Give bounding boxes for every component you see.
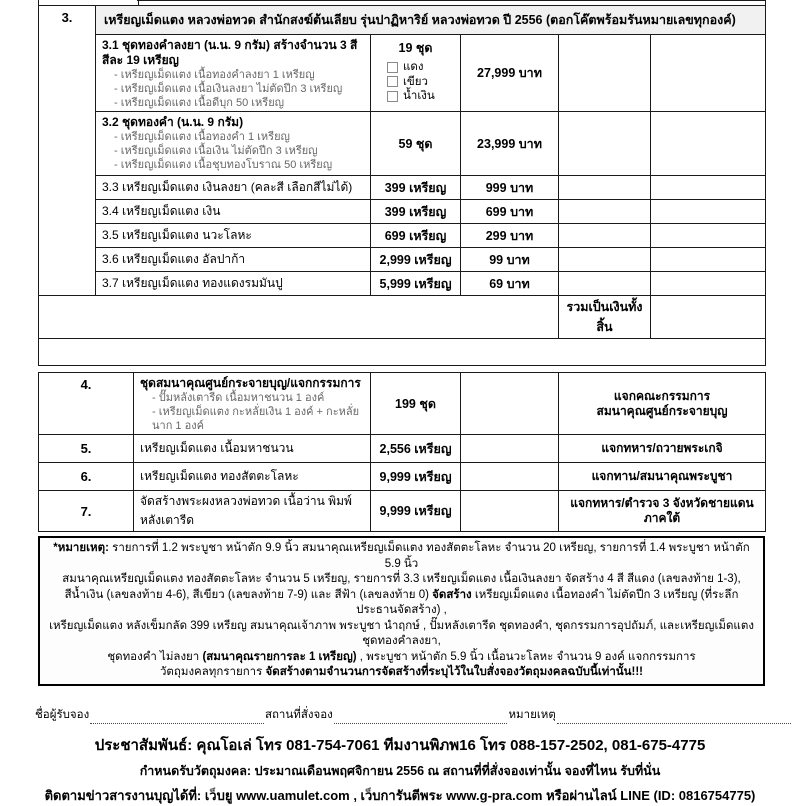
- cutoff-row-stub: [0, 0, 800, 5]
- remark-line6-pre: วัตถุมงคลทุกรายการ: [159, 666, 266, 678]
- remark-line3-pre: สีน้ำเงิน (เลขลงท้าย 4-6), สีเขียว (เลขลงท้าย 7-9) และ สีฟ้า (เลขลงท้าย 0): [64, 588, 433, 601]
- section4-allocation-line1: แจกคณะกรรมการ: [613, 388, 711, 403]
- section5-order-qty-cell[interactable]: [461, 435, 559, 463]
- remark-line3: [48, 588, 755, 619]
- color-option-red[interactable]: [377, 60, 454, 75]
- color-blue-label: น้ำเงิน: [403, 90, 435, 102]
- section4-title: ชุดสมนาคุณศูนย์กระจายบุญ/แจกกรรมการ: [140, 376, 361, 390]
- row-item-5: [39, 435, 766, 463]
- item32-sub2: - เหรียญเม็ดแตง เนื้อเงิน ไม่ตัดปีก 3 เหรียญ: [114, 145, 318, 157]
- color-red-label: แดง: [403, 61, 424, 73]
- item31-price: 27,999 บาท: [461, 35, 559, 112]
- item34-order-amount-cell[interactable]: [651, 200, 766, 224]
- section6-description: เหรียญเม็ดแตง ทองสัตตะโลหะ: [134, 463, 371, 491]
- item34-order-qty-cell[interactable]: [559, 200, 651, 224]
- remark-line3-bold: จัดสร้าง: [432, 588, 472, 601]
- footer-schedule-line: กำหนดรับวัตถุมงคล: ประมาณเดือนพฤศจิกายน 2556 ณ สถานที่ที่สั่งจองเท่านั้น จองที่ไหน รับที่นั่น: [139, 763, 661, 778]
- section6-allocation: แจกทาน/สมนาคุณพระบูชา: [559, 463, 766, 491]
- section7-number: 7.: [39, 491, 134, 532]
- section6-quantity: 9,999 เหรียญ: [371, 463, 461, 491]
- cutoff-border-top: [137, 0, 766, 6]
- checkbox-green-icon[interactable]: [387, 76, 398, 87]
- total-label: รวมเป็นเงินทั้งสิ้น: [559, 296, 651, 339]
- remark-line1: [48, 541, 755, 572]
- item36-description: 3.6 เหรียญเม็ดแตง อัลปาก้า: [96, 248, 371, 272]
- checkbox-red-icon[interactable]: [387, 62, 398, 73]
- item35-price: 299 บาท: [461, 224, 559, 248]
- remark-line2: สมนาคุณเหรียญเม็ดแตง ทองสัตตะโลหะ จำนวน 5 เหรียญ, รายการที่ 3.3 เหรียญเม็ดแตง เนื้อเงินลงยา จัดสร้าง 4 สี สีแดง (เลขลงท้าย 1-3),: [62, 573, 741, 585]
- item31-sub3: - เหรียญเม็ดแตง เนื้อดีบุก 50 เหรียญ: [114, 97, 285, 109]
- item37-description: 3.7 เหรียญเม็ดแตง ทองแดงรมมันปู: [96, 272, 371, 296]
- row-item-3-1: [39, 35, 766, 112]
- item32-sub3: - เหรียญเม็ดแตง เนื้อชุบทองโบราณ 50 เหรียญ: [114, 159, 333, 171]
- item32-description: [96, 112, 371, 176]
- remark-line1-text: รายการที่ 1.2 พระบูชา หน้าตัก 9.9 นิ้ว สมนาคุณเหรียญเม็ดแตง ทองสัตตะโลหะ จำนวน 20 เหรียญ, รายการที่ 1.4 พระบูชา หน้าตัก 5.9 นิ้ว: [108, 542, 750, 570]
- section4-sub2: - เหรียญเม็ดแตง กะหลั่ยเงิน 1 องค์ + กะหลั่ยนาก 1 องค์: [152, 406, 360, 432]
- item31-sub1: - เหรียญเม็ดแตง เนื้อทองคำลงยา 1 เหรียญ: [114, 69, 315, 81]
- row-item-3-5: [39, 224, 766, 248]
- row-total: [39, 296, 766, 339]
- item36-order-qty-cell[interactable]: [559, 248, 651, 272]
- item32-price: 23,999 บาท: [461, 112, 559, 176]
- section5-description: เหรียญเม็ดแตง เนื้อมหาชนวน: [134, 435, 371, 463]
- item35-order-amount-cell[interactable]: [651, 224, 766, 248]
- color-option-blue[interactable]: [377, 89, 454, 104]
- item37-price: 69 บาท: [461, 272, 559, 296]
- row-item-3-2: [39, 112, 766, 176]
- item34-quantity: 399 เหรียญ: [371, 200, 461, 224]
- item31-sub2: - เหรียญเม็ดแตง เนื้อเงินลงยา ไม่ตัดปีก 3 เหรียญ: [114, 83, 343, 95]
- remark-line6: [48, 665, 755, 681]
- item31-order-qty-cell[interactable]: [559, 35, 651, 112]
- remark-line6-bold: จัดสร้างตามจำนวนการจัดสร้างที่ระบุไว้ในใบสั่งจองวัตถุมงคลฉบับนี้เท่านั้น!!!: [265, 666, 644, 678]
- item36-order-amount-cell[interactable]: [651, 248, 766, 272]
- footer-follow-line: ติดตามข่าวสารงานบุญได้ที่: เว็บยู www.uamulet.com , เว็บการันตีพระ www.g-pra.com หรือผ่านไลน์ LINE (ID: 0816754775): [44, 787, 756, 803]
- color-green-label: เขียว: [403, 75, 428, 88]
- remark-line3-rest: เหรียญเม็ดแตง เนื้อทองคำ ไม่ตัดปีก 3 เหรียญ (ที่ระลึกประธานจัดสร้าง) ,: [356, 588, 739, 616]
- row-item-3-7: [39, 272, 766, 296]
- item31-order-amount-cell[interactable]: [651, 35, 766, 112]
- item31-title: 3.1 ชุดทองคำลงยา (น.น. 9 กรัม) สร้างจำนวน 3 สี สีละ 19 เหรียญ: [102, 38, 358, 67]
- item33-quantity: 399 เหรียญ: [371, 176, 461, 200]
- item32-sub1: - เหรียญเม็ดแตง เนื้อทองคำ 1 เหรียญ: [114, 131, 290, 143]
- section3-table: [38, 5, 766, 366]
- row-item-3-6: [39, 248, 766, 272]
- remark-line5-rest: , พระบูชา หน้าตัก 5.9 นิ้ว เนื้อนวะโลหะ จำนวน 9 องค์ แจกกรรมการ: [356, 650, 696, 663]
- item33-description: 3.3 เหรียญเม็ดแตง เงินลงยา (คละสี เลือกสีไม่ได้): [96, 176, 371, 200]
- item33-price: 999 บาท: [461, 176, 559, 200]
- section7-order-qty-cell[interactable]: [461, 491, 559, 532]
- item34-description: 3.4 เหรียญเม็ดแตง เงิน: [96, 200, 371, 224]
- section4-allocation-line2: สมนาคุณศูนย์กระจายบุญ: [596, 403, 728, 418]
- section7-allocation: แจกทหาร/ตำรวจ 3 จังหวัดชายแดนภาคใต้: [559, 491, 766, 532]
- item35-order-qty-cell[interactable]: [559, 224, 651, 248]
- remark-fill-line[interactable]: [557, 711, 791, 724]
- section5-number: 5.: [39, 435, 134, 463]
- item32-order-qty-cell[interactable]: [559, 112, 651, 176]
- section6-number: 6.: [39, 463, 134, 491]
- section5-allocation: แจกทหาร/ถวายพระเกจิ: [559, 435, 766, 463]
- receiver-name-fill-line[interactable]: [90, 711, 264, 724]
- row-blank: [39, 339, 766, 366]
- item37-order-qty-cell[interactable]: [559, 272, 651, 296]
- row-item-3-4: [39, 200, 766, 224]
- item32-order-amount-cell[interactable]: [651, 112, 766, 176]
- signature-row: [35, 706, 792, 724]
- section5-quantity: 2,556 เหรียญ: [371, 435, 461, 463]
- item31-quantity: 19 ชุด: [398, 41, 433, 55]
- row-item-7: [39, 491, 766, 532]
- section7-quantity: 9,999 เหรียญ: [371, 491, 461, 532]
- item31-quantity-cell: [371, 35, 461, 112]
- item34-price: 699 บาท: [461, 200, 559, 224]
- order-place-label: สถานที่สั่งจอง: [264, 708, 333, 721]
- total-spacer-cell: [39, 296, 559, 339]
- section4-quantity: 199 ชุด: [371, 373, 461, 435]
- total-amount-cell[interactable]: [651, 296, 766, 339]
- item37-quantity: 5,999 เหรียญ: [371, 272, 461, 296]
- order-place-fill-line[interactable]: [334, 711, 508, 724]
- blank-row-cell: [39, 339, 766, 366]
- item37-order-amount-cell[interactable]: [651, 272, 766, 296]
- remark-line4: เหรียญเม็ดแตง หลังเข็มกลัด 399 เหรียญ สมนาคุณเจ้าภาพ พระบูชา นำฤกษ์ , ปั๊มหลังเตารีด ชุดทองคำ, ชุดกรรมการอุปถัมภ์, และเหรียญเม็ดแตง ชุดทองคำลงยา,: [49, 619, 754, 647]
- item31-description: [96, 35, 371, 112]
- remark-line5-pre: ชุดทองคำ ไม่ลงยา: [107, 650, 203, 663]
- item32-title: 3.2 ชุดทองคำ (น.น. 9 กรัม): [102, 115, 244, 129]
- remark-line5-bold: (สมนาคุณรายการละ 1 เหรียญ): [202, 650, 357, 663]
- cutoff-border-left: [38, 0, 139, 5]
- section3-title: เหรียญเม็ดแตง หลวงพ่อทวด สำนักสงฆ์ต้นเลียบ รุ่นปาฏิหาริย์ หลวงพ่อทวด ปี 2556 (ตอกโค๊ตพร้อมรันหมายเลขทุกองค์): [96, 6, 766, 35]
- remark-box: [38, 536, 765, 686]
- row-item-6: [39, 463, 766, 491]
- section4-description: [134, 373, 371, 435]
- section4-allocation: [559, 373, 766, 435]
- color-option-green[interactable]: [377, 75, 454, 90]
- item32-quantity: 59 ชุด: [371, 112, 461, 176]
- footer-contact-line: ประชาสัมพันธ์: คุณโอเล่ โทร 081-754-7061 ทีมงานพิภพ16 โทร 088-157-2502, 081-675-4775: [94, 736, 706, 754]
- row-item-3-3: [39, 176, 766, 200]
- receiver-name-label: ชื่อผู้รับจอง: [35, 708, 90, 721]
- section6-order-qty-cell[interactable]: [461, 463, 559, 491]
- item35-description: 3.5 เหรียญเม็ดแตง นวะโลหะ: [96, 224, 371, 248]
- item35-quantity: 699 เหรียญ: [371, 224, 461, 248]
- item36-price: 99 บาท: [461, 248, 559, 272]
- remark-line5: [48, 650, 755, 666]
- sections4-7-table: [38, 372, 766, 532]
- section4-order-qty-cell[interactable]: [461, 373, 559, 435]
- section3-number: 3.: [39, 6, 96, 296]
- remark-label: *หมายเหตุ:: [53, 542, 109, 554]
- section7-description: จัดสร้างพระผงหลวงพ่อทวด เนื้อว่าน พิมพ์หลังเตารีด: [134, 491, 371, 532]
- item36-quantity: 2,999 เหรียญ: [371, 248, 461, 272]
- row-item-4: [39, 373, 766, 435]
- remark-field-label: หมายเหตุ: [508, 708, 556, 721]
- section4-number: 4.: [39, 373, 134, 435]
- item33-order-amount-cell[interactable]: [651, 176, 766, 200]
- checkbox-blue-icon[interactable]: [387, 91, 398, 102]
- section4-sub1: - ปั๊มหลังเตารีด เนื้อมหาชนวน 1 องค์: [152, 392, 325, 404]
- item33-order-qty-cell[interactable]: [559, 176, 651, 200]
